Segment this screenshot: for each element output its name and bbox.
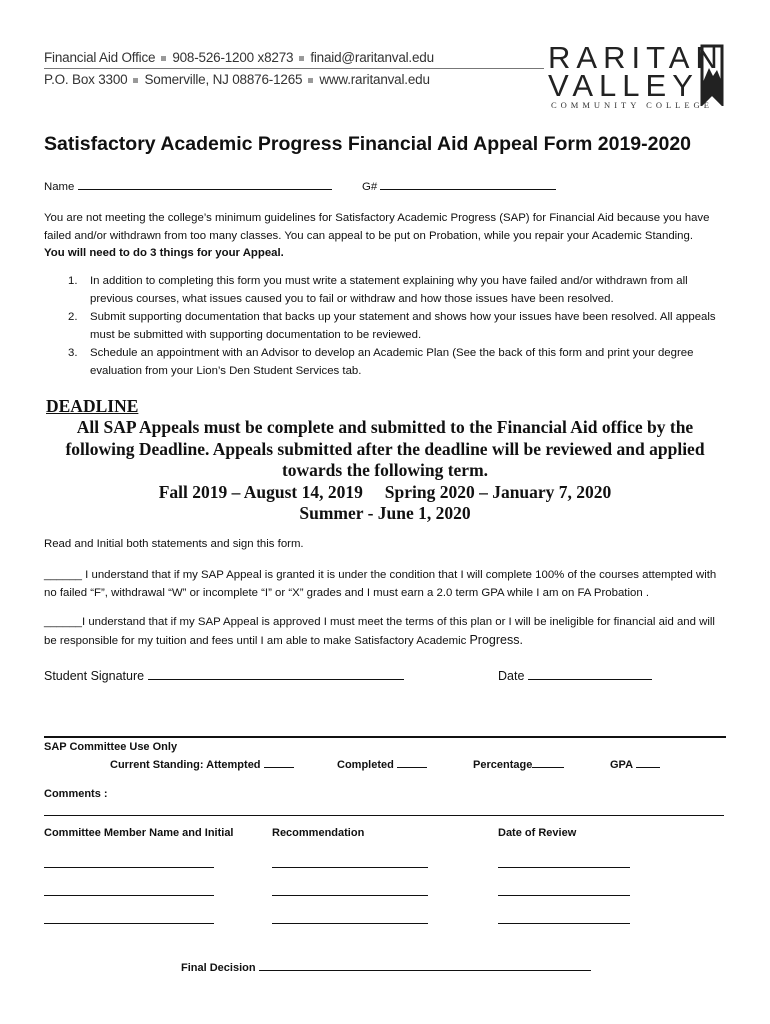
separator-dot <box>161 56 166 61</box>
gnumber-input-line[interactable] <box>380 177 556 190</box>
separator-dot <box>133 78 138 83</box>
statement-2 <box>44 614 724 650</box>
final-decision-field[interactable] <box>181 958 591 978</box>
student-signature-label: Student Signature <box>44 669 145 683</box>
logo-raritan: RARITAN <box>548 40 724 75</box>
statement-text-1: I understand that if my SAP Appeal is granted it is under the condition that I will complete 100% of the courses attempted with no failed “F”, withdrawal “W” or incomplete “I” or “X” grades and I must earn a 2.0 term GPA while I am on FA Probation . <box>44 569 717 599</box>
header-contact-line-2 <box>44 72 430 87</box>
completed-field[interactable] <box>337 755 427 775</box>
read-instruction: Read and Initial both statements and sign this form. <box>44 538 304 550</box>
deadline-heading: DEADLINE <box>46 396 139 416</box>
statement-text-2-tail: Progress. <box>469 632 523 647</box>
deadline-line: All SAP Appeals must be complete and submitted to the Financial Aid office by the <box>76 417 694 437</box>
mountain-flag-icon <box>700 44 724 106</box>
gnumber-label: G# <box>362 181 378 193</box>
gnumber-field[interactable] <box>362 177 556 197</box>
name-input-line[interactable] <box>78 177 332 190</box>
form-title: Satisfactory Academic Progress Financial Aid Appeal Form 2019-2020 <box>44 133 692 155</box>
recommendation-line[interactable] <box>272 923 428 924</box>
step-number: 3. <box>68 347 78 359</box>
date-line[interactable] <box>528 666 652 680</box>
office-name: Financial Aid Office <box>44 50 156 65</box>
committee-title: SAP Committee Use Only <box>44 741 178 753</box>
member-line[interactable] <box>44 895 214 896</box>
step-number: 1. <box>68 275 78 287</box>
attempted-label: Current Standing: Attempted <box>110 759 261 771</box>
recommendation-line[interactable] <box>272 867 428 868</box>
separator-dot <box>308 78 313 83</box>
completed-line[interactable] <box>397 755 427 768</box>
deadline-summer: Summer - June 1, 2020 <box>299 503 471 523</box>
city-address: Somerville, NJ 08876-1265 <box>144 72 303 87</box>
member-line[interactable] <box>44 867 214 868</box>
step-number: 2. <box>68 311 78 323</box>
gpa-line[interactable] <box>636 755 660 768</box>
office-email: finaid@raritanval.edu <box>310 50 434 65</box>
intro-bold-text: You will need to do 3 things for your Appeal. <box>44 247 284 259</box>
name-label: Name <box>44 181 75 193</box>
initial-blank-1[interactable]: ______ <box>44 569 83 581</box>
col-date-review-header: Date of Review <box>498 827 577 839</box>
logo-community-college: COMMUNITY COLLEGE <box>551 100 713 110</box>
date-review-line[interactable] <box>498 895 630 896</box>
date-field[interactable] <box>498 666 652 683</box>
list-item <box>68 309 728 344</box>
step-text: Schedule an appointment with an Advisor to develop an Academic Plan (See the back of this form and print your degree evaluation from your Lion’s Den Student Services tab. <box>90 347 694 377</box>
attempted-field[interactable] <box>110 755 294 775</box>
step-text: Submit supporting documentation that backs up your statement and shows how your issues have been resolved. All appeals must be submitted with supporting documentation to be reviewed. <box>90 311 716 341</box>
percentage-label: Percentage <box>473 759 533 771</box>
student-signature-field[interactable] <box>44 666 404 683</box>
date-label: Date <box>498 669 525 683</box>
college-logo <box>548 40 728 112</box>
statement-1 <box>44 567 724 602</box>
completed-label: Completed <box>337 759 394 771</box>
member-line[interactable] <box>44 923 214 924</box>
deadline-line: towards the following term. <box>281 460 489 480</box>
comments-line[interactable] <box>44 815 724 816</box>
student-signature-line[interactable] <box>148 666 404 680</box>
attempted-line[interactable] <box>264 755 294 768</box>
deadline-line: following Deadline. Appeals submitted after the deadline will be reviewed and applied <box>65 438 705 459</box>
committee-top-rule <box>44 736 726 738</box>
col-member-header: Committee Member Name and Initial <box>44 827 234 839</box>
list-item <box>68 273 728 308</box>
po-box: P.O. Box 3300 <box>44 72 128 87</box>
col-recommendation-header: Recommendation <box>272 827 365 839</box>
header-contact-line-1 <box>44 50 434 65</box>
initial-blank-2[interactable]: ______ <box>44 616 83 628</box>
separator-dot <box>299 56 304 61</box>
header-rule <box>44 68 544 69</box>
gpa-label: GPA <box>610 759 633 771</box>
steps-list <box>68 273 728 380</box>
list-item <box>68 345 728 380</box>
final-decision-line[interactable] <box>259 958 591 971</box>
logo-valley: VALLEY <box>548 68 699 103</box>
recommendation-line[interactable] <box>272 895 428 896</box>
comments-label: Comments : <box>44 788 108 800</box>
statement-text-2: I understand that if my SAP Appeal is approved I must meet the terms of this plan or I will be ineligible for financial aid and will be responsible for my tuition and fees until I am able to make Satisfactory Academic <box>44 616 715 647</box>
deadline-dates: Fall 2019 – August 14, 2019 Spring 2020 – January 7, 2020 <box>158 481 612 502</box>
intro-text: You are not meeting the college’s minimum guidelines for Satisfactory Academic Progress (SAP) for Financial Aid because you have failed and/or withdrawn from too many classes. You can appeal to be put on Probation, while you repair your Academic Standing. <box>44 212 710 242</box>
name-field[interactable] <box>44 177 332 197</box>
percentage-line[interactable] <box>532 755 564 768</box>
date-review-line[interactable] <box>498 867 630 868</box>
final-decision-label: Final Decision <box>181 962 256 974</box>
website: www.raritanval.edu <box>319 72 430 87</box>
gpa-field[interactable] <box>610 755 660 775</box>
office-phone: 908-526-1200 x8273 <box>172 50 294 65</box>
date-review-line[interactable] <box>498 923 630 924</box>
intro-paragraph <box>44 210 724 263</box>
deadline-text <box>30 417 740 525</box>
step-text: In addition to completing this form you must write a statement explaining why you have failed and/or withdrawn from all previous courses, what issues caused you to fail or withdraw and how those issues have been resolved. <box>90 275 688 305</box>
percentage-field[interactable] <box>473 755 564 775</box>
